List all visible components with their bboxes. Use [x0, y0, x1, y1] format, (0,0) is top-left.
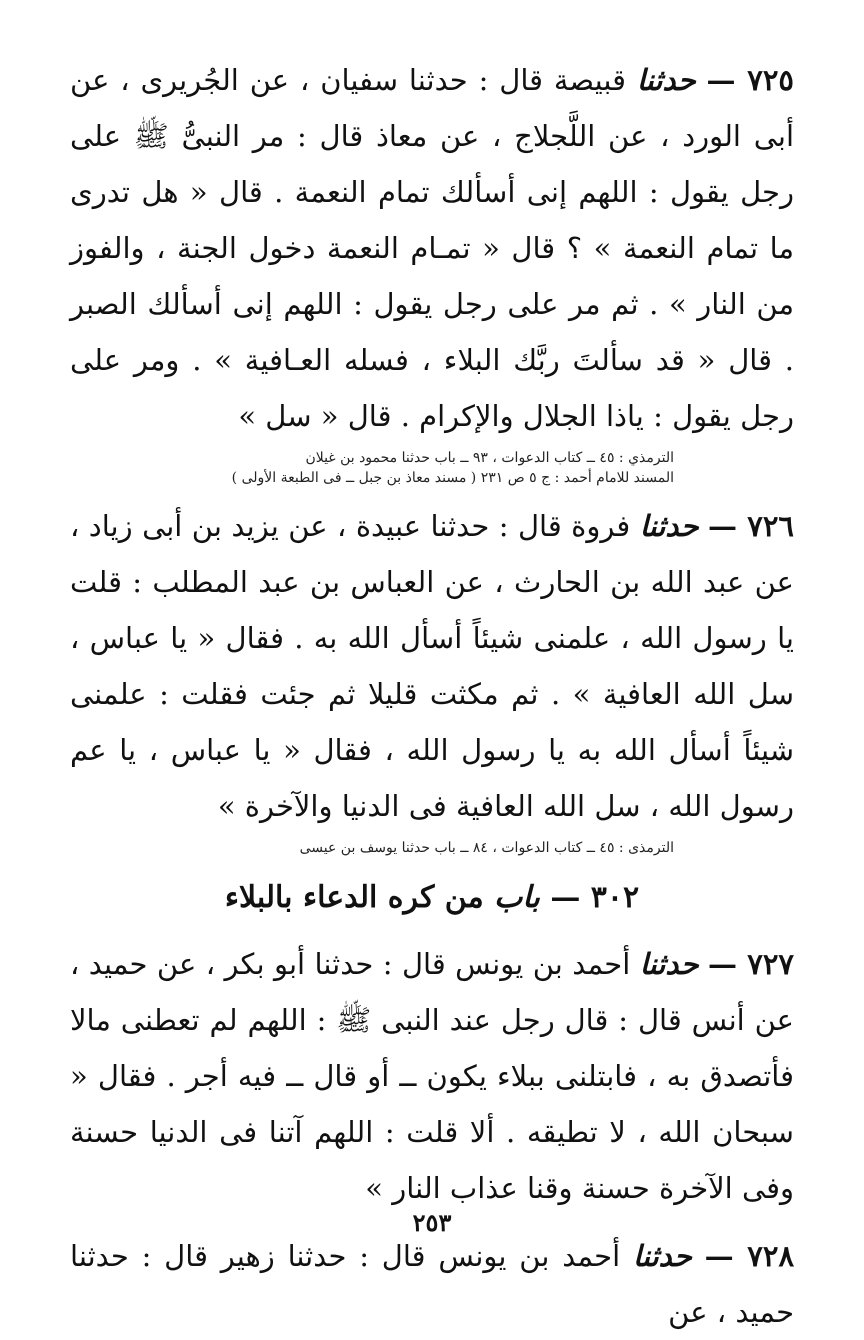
hadith-number: ٧٢٧ —	[707, 947, 794, 981]
hadith-726	[70, 498, 794, 834]
hadith-text: فروة قال : حدثنا عبيدة ، عن يزيد بن أبى زياد ، عن عبد الله بن الحارث ، عن العباس بن عبد المطلب : قلت يا رسول الله ، علمنى شيئاً أسأل الله به . فقال « يا عباس ، سل الله العافية » . ثم مكثت قليلا ثم جئت فقلت : علمنى شيئاً أسأل الله به يا رسول الله ، فقال « يا عباس ، يا عم رسول الله ، سل الله العافية فى الدنيا والآخرة »	[70, 509, 794, 823]
haddathana-word: حدثنا	[636, 63, 696, 97]
hadith-728	[70, 1228, 794, 1340]
hadith-727	[70, 936, 794, 1216]
page-number: ٢٥٣	[412, 1208, 452, 1237]
footnote: الترمذي : ٤٥ ــ كتاب الدعوات ، ٩٣ ــ باب حدثنا محمود بن غيلان	[305, 450, 674, 466]
hadith-text: قبيصة قال : حدثنا سفيان ، عن الجُريرى ، عن أبى الورد ، عن اللَّجلاج ، عن معاذ قال : مر النبىُّ ﷺ على رجل يقول : اللهم إنى أسألك تمام النعمة . قال « هل تدرى ما تمام النعمة » ؟ قال « تمـام النعمة دخول الجنة ، والفوز من النار » . ثم مر على رجل يقول : اللهم إنى أسألك الصبر . قال « قد سألتَ ربَّك البلاء ، فسله العـافية » . ومر على رجل يقول : ياذا الجلال والإكرام . قال « سل »	[70, 63, 794, 433]
haddathana-word: حدثنا	[639, 947, 699, 981]
hadith-725	[70, 52, 794, 444]
hadith-text: أحمد بن يونس قال : حدثنا أبو بكر ، عن حميد ، عن أنس قال : قال رجل عند النبى ﷺ : اللهم لم تعطنى مالا فأتصدق به ، فابتلنى ببلاء يكون ــ أو قال ــ فيه أجر . فقال « سبحان الله ، لا تطيقه . ألا قلت : اللهم آتنا فى الدنيا حسنة وفى الآخرة حسنة وقنا عذاب النار »	[70, 947, 794, 1205]
hadith-number: ٧٢٨ —	[704, 1239, 795, 1273]
hadith-number: ٧٢٦ —	[707, 509, 795, 543]
chapter-title: من كره الدعاء بالبلاء	[224, 880, 484, 915]
haddathana-word: حدثنا	[639, 509, 699, 543]
hadith-text: أحمد بن يونس قال : حدثنا زهير قال : حدثنا حميد ، عن	[70, 1239, 794, 1329]
footnote: المسند للامام أحمد : ج ٥ ص ٢٣١ ( مسند معاذ بن جبل ــ فى الطبعة الأولى )	[231, 470, 674, 486]
footnote: الترمذى : ٤٥ ــ كتاب الدعوات ، ٨٤ ــ باب حدثنا يوسف بن عيسى	[299, 840, 674, 856]
chapter-bab-word: باب	[494, 880, 540, 915]
hadith-number: ٧٢٥ —	[706, 63, 794, 97]
footnotes-726	[70, 838, 674, 858]
chapter-heading	[70, 874, 794, 922]
haddathana-word: حدثنا	[632, 1239, 692, 1273]
footnotes-725	[70, 448, 674, 488]
chapter-number: ٣٠٢ —	[550, 880, 640, 915]
